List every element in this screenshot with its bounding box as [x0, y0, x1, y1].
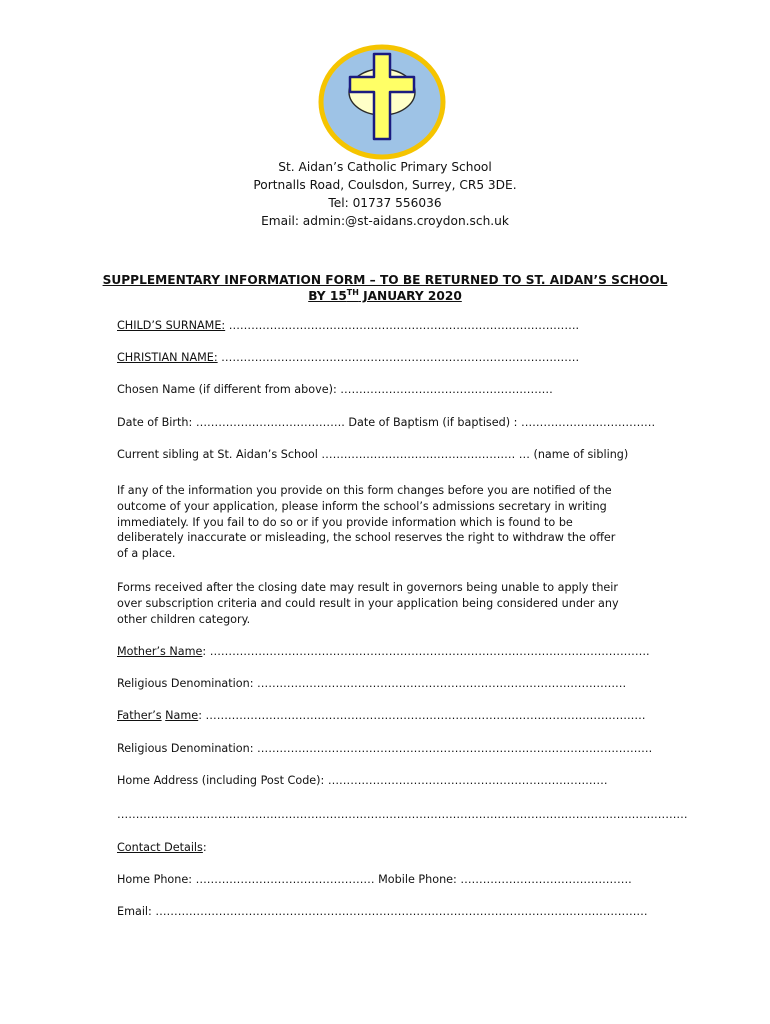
title-month-year: JANUARY 2020 [358, 289, 462, 303]
notice-line: immediately. If you fail to do so or if you provide information which is found to be [117, 515, 573, 529]
christian-name-field[interactable] [117, 351, 579, 365]
christian-name-dots: …………………………………………………………………………………… [217, 351, 580, 364]
notice-line: other children category. [117, 612, 251, 626]
father-name-dots: : ………………………………………………………………………………………………………. [198, 709, 646, 722]
surname-field[interactable] [117, 319, 579, 333]
dob-baptism-field[interactable]: Date of Birth: …………………………………. Date of Baptism (if baptised) : ……………………………… [117, 416, 656, 429]
school-email: Email: admin:@st-aidans.croydon.sch.uk [261, 214, 509, 228]
email-field[interactable]: Email: …………………………………………………………………………………………………………………… [117, 905, 648, 918]
title-superscript: TH [346, 288, 359, 297]
notice-line: of a place. [117, 547, 176, 561]
school-address: Portnalls Road, Coulsdon, Surrey, CR5 3DE. [253, 178, 517, 192]
home-address-field[interactable]: Home Address (including Post Code): ………………………………………………………………… [117, 774, 608, 787]
mother-name-label: Mother’s Name [117, 645, 203, 658]
mother-name-field[interactable] [117, 645, 650, 659]
surname-dots: …………………………………………………………………………………. [225, 319, 580, 332]
surname-label: CHILD’S SURNAME: [117, 319, 226, 332]
mother-denomination-field[interactable]: Religious Denomination: ……………………………………………………………………………………… [117, 677, 627, 690]
school-crest-logo [318, 44, 446, 160]
father-name-field[interactable] [117, 709, 645, 723]
contact-details-label: Contact Details [117, 841, 203, 854]
mother-name-dots: : ………………………………………………………………………………………………………. [202, 645, 650, 658]
phone-fields[interactable]: Home Phone: ………………………………………… Mobile Phone: ………………………………………. [117, 873, 632, 886]
chosen-name-field[interactable]: Chosen Name (if different from above): ………………………………………………… [117, 383, 553, 396]
title-by-date: BY 15 [308, 289, 347, 303]
father-denomination-field[interactable]: Religious Denomination: ……………………………………………………………………………………………. [117, 742, 653, 755]
school-tel: Tel: 01737 556036 [328, 196, 442, 210]
school-name: St. Aidan’s Catholic Primary School [278, 160, 492, 174]
notice-line: Forms received after the closing date may result in governors being unable to apply their [117, 581, 619, 594]
form-title-line2 [4, 288, 766, 304]
address-continuation-line[interactable]: ……………………………………………………………………………………………………………………………………… [117, 808, 688, 821]
notice-line: outcome of your application, please inform the school’s admissions secretary in writing [117, 499, 607, 513]
father-label-part2: Name [165, 709, 199, 722]
sibling-field[interactable]: Current sibling at St. Aidan’s School ……………………………………………. … (name of sibling) [117, 448, 629, 461]
contact-details-colon: : [202, 841, 207, 854]
notice-line: deliberately inaccurate or misleading, the school reserves the right to withdraw the offer [117, 531, 616, 545]
contact-details-heading [117, 841, 207, 855]
notice-line: If any of the information you provide on this form changes before you are notified of the [117, 484, 612, 497]
notice-paragraph-1 [117, 483, 657, 562]
form-title-line1: SUPPLEMENTARY INFORMATION FORM – TO BE RETURNED TO ST. AIDAN’S SCHOOL [102, 273, 668, 287]
notice-line: over subscription criteria and could result in your application being considered under any [117, 596, 619, 610]
christian-name-label: CHRISTIAN NAME: [117, 351, 218, 364]
form-title [0, 272, 770, 304]
school-address-block [0, 158, 770, 230]
father-label-part1: Father’s [117, 709, 162, 722]
notice-paragraph-2 [117, 580, 657, 627]
